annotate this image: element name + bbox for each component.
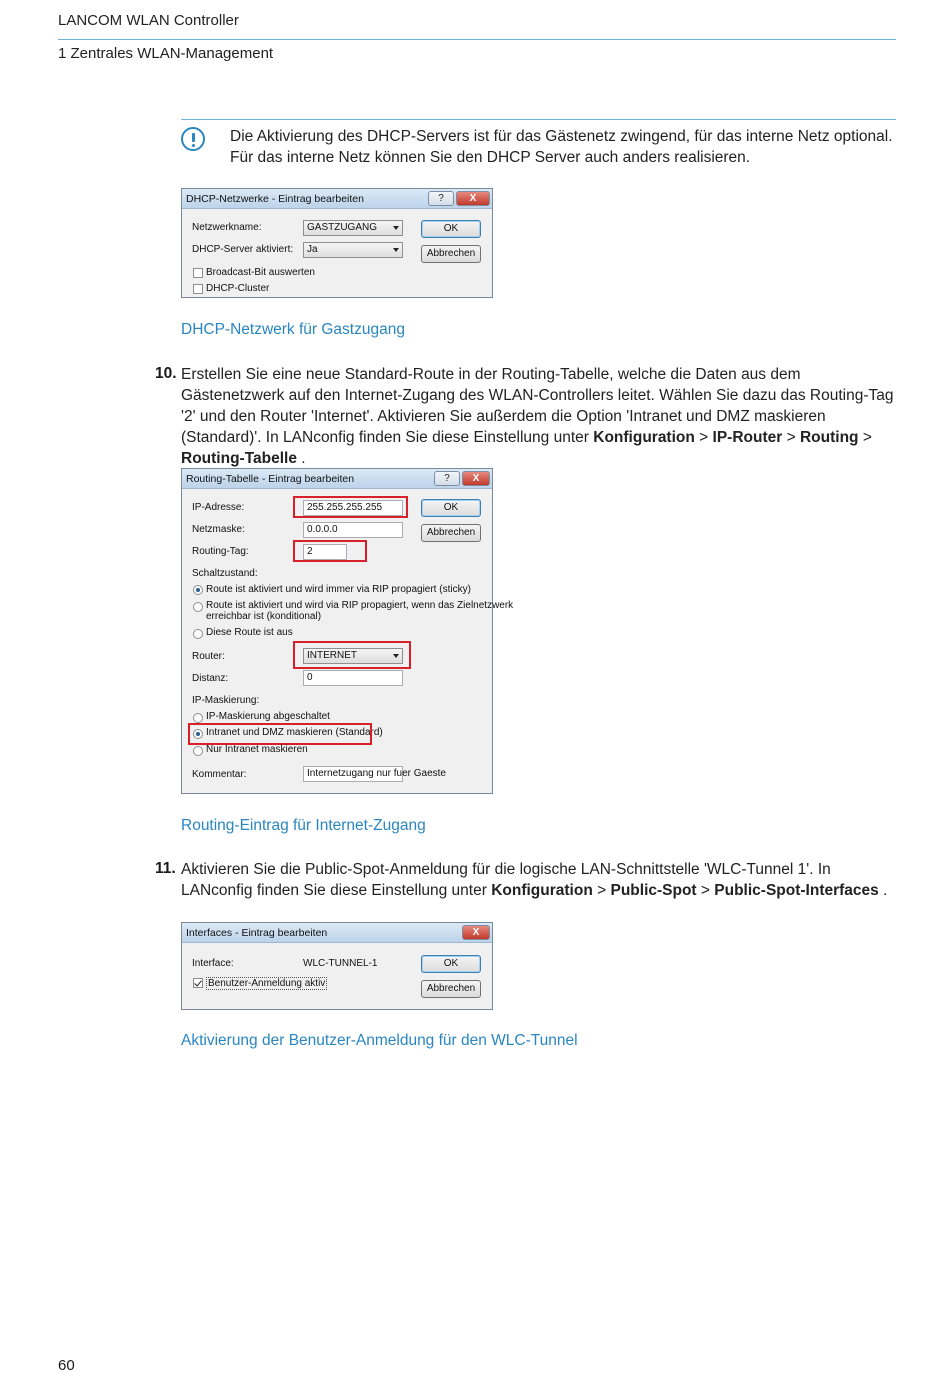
dialog-titlebar: [182, 189, 492, 209]
ok-button[interactable]: OK: [421, 220, 481, 238]
ok-button[interactable]: OK: [421, 955, 481, 973]
header-divider: [58, 39, 896, 40]
state-option-label: Route ist aktiviert und wird via RIP propagiert, wenn das Zielnetzwerk: [206, 600, 514, 611]
dhcp-active-label: DHCP-Server aktiviert:: [192, 244, 294, 255]
step-number: 10.: [155, 365, 177, 382]
dhcp-active-select[interactable]: [303, 242, 403, 258]
figure-caption: DHCP-Netzwerk für Gastzugang: [181, 321, 405, 338]
masq-option-label: IP-Maskierung abgeschaltet: [206, 711, 330, 722]
help-button[interactable]: ?: [434, 471, 460, 486]
state-radio-sticky[interactable]: [193, 585, 203, 595]
cluster-label: DHCP-Cluster: [206, 283, 270, 294]
path-separator: >: [700, 882, 710, 899]
menu-path-item: Konfiguration: [491, 882, 593, 899]
state-option-label: Diese Route ist aus: [206, 627, 293, 638]
cancel-button[interactable]: Abbrechen: [421, 245, 481, 263]
step-text: [181, 859, 899, 901]
network-name-label: Netzwerkname:: [192, 222, 262, 233]
network-name-select[interactable]: [303, 220, 403, 236]
path-separator: >: [862, 429, 872, 446]
path-separator: >: [597, 882, 607, 899]
masq-label: IP-Maskierung:: [192, 695, 260, 706]
masq-radio-intranet[interactable]: [193, 746, 203, 756]
path-separator: >: [786, 429, 796, 446]
comment-label: Kommentar:: [192, 769, 247, 780]
interfaces-dialog: [181, 922, 493, 1010]
dialog-titlebar: [182, 923, 492, 943]
menu-path-item: IP-Router: [712, 429, 783, 446]
state-label: Schaltzustand:: [192, 568, 258, 579]
chevron-down-icon: [393, 248, 399, 252]
document-title: LANCOM WLAN Controller: [58, 12, 239, 29]
cancel-button[interactable]: Abbrechen: [421, 524, 481, 542]
network-name-value: GASTZUGANG: [307, 222, 378, 233]
router-highlight: [293, 641, 411, 669]
cancel-button[interactable]: Abbrechen: [421, 980, 481, 998]
state-option-label: erreichbar ist (konditional): [206, 611, 322, 622]
note-divider: [181, 119, 896, 120]
dialog-title: Routing-Tabelle - Eintrag bearbeiten: [186, 473, 355, 485]
menu-path-item: Public-Spot-Interfaces: [714, 882, 879, 899]
state-radio-conditional[interactable]: [193, 602, 203, 612]
dhcp-dialog: [181, 188, 493, 298]
menu-path-item: Routing: [799, 429, 859, 446]
comment-input[interactable]: Internetzugang nur fuer Gaeste: [303, 766, 403, 782]
distance-input[interactable]: 0: [303, 670, 403, 686]
state-option-label: Route ist aktiviert und wird immer via RIP propagiert (sticky): [206, 584, 471, 595]
close-button[interactable]: X: [462, 925, 490, 940]
close-button[interactable]: X: [456, 191, 490, 206]
user-login-label: Benutzer-Anmeldung aktiv: [208, 978, 326, 989]
tag-label: Routing-Tag:: [192, 546, 249, 557]
ok-button[interactable]: OK: [421, 499, 481, 517]
tag-input[interactable]: 2: [303, 544, 347, 560]
broadcast-checkbox[interactable]: [193, 268, 203, 278]
help-button[interactable]: ?: [428, 191, 454, 206]
page-number: 60: [58, 1357, 75, 1374]
step-number: 11.: [155, 860, 176, 877]
exclamation-icon: [181, 127, 205, 151]
masq-option-label: Intranet und DMZ maskieren (Standard): [206, 727, 383, 738]
masq-highlight: [188, 723, 372, 745]
tag-highlight: [293, 540, 367, 562]
sentence-end: .: [883, 882, 888, 899]
menu-path-item: Konfiguration: [593, 429, 695, 446]
ip-input[interactable]: 255.255.255.255: [303, 500, 403, 516]
mask-input[interactable]: 0.0.0.0: [303, 522, 403, 538]
menu-path-item: Public-Spot: [610, 882, 697, 899]
masq-option-label: Nur Intranet maskieren: [206, 744, 308, 755]
router-value: INTERNET: [307, 650, 357, 661]
cluster-checkbox[interactable]: [193, 284, 203, 294]
user-login-checkbox[interactable]: [193, 978, 203, 988]
note-text: Die Aktivierung des DHCP-Servers ist für das Gästenetz zwingend, für das interne Netz optional. Für das interne Netz können Sie den DHCP Server auch anders realisieren.: [230, 128, 893, 166]
dhcp-active-value: Ja: [307, 244, 318, 255]
step-body: Erstellen Sie eine neue Standard-Route in der Routing-Tabelle, welche die Daten aus dem Gästenetzwerk auf den Internet-Zugang des WLAN-Controllers leitet. Wählen Sie dazu das Routing-Tag '2' und den Router 'Internet'. Aktivieren Sie außerdem die Option 'Intranet und DMZ maskieren (Standard)'. In LANconfig finden Sie diese Einstellung unter: [181, 366, 894, 446]
interface-label: Interface:: [192, 958, 234, 969]
dialog-title: Interfaces - Eintrag bearbeiten: [186, 927, 328, 939]
dialog-title: DHCP-Netzwerke - Eintrag bearbeiten: [186, 193, 364, 205]
chapter-title: 1 Zentrales WLAN-Management: [58, 45, 274, 62]
ip-label: IP-Adresse:: [192, 502, 245, 513]
step-body: Aktivieren Sie die Public-Spot-Anmeldung für die logische LAN-Schnittstelle 'WLC-Tunnel 1'. In LANconfig finden Sie diese Einstellung unter: [181, 861, 831, 899]
interface-value: WLC-TUNNEL-1: [303, 958, 378, 969]
mask-label: Netzmaske:: [192, 524, 245, 535]
close-button[interactable]: X: [462, 471, 490, 486]
state-radio-off[interactable]: [193, 629, 203, 639]
menu-path-item: Routing-Tabelle: [181, 450, 297, 467]
dialog-titlebar: [182, 469, 492, 489]
figure-caption: Routing-Eintrag für Internet-Zugang: [181, 817, 426, 834]
step-text: [181, 364, 899, 469]
ip-highlight: [293, 496, 408, 518]
broadcast-label: Broadcast-Bit auswerten: [206, 267, 315, 278]
masq-radio-off[interactable]: [193, 713, 203, 723]
path-separator: >: [699, 429, 709, 446]
chevron-down-icon: [393, 226, 399, 230]
router-label: Router:: [192, 651, 225, 662]
sentence-end: .: [301, 450, 306, 467]
figure-caption: Aktivierung der Benutzer-Anmeldung für den WLC-Tunnel: [181, 1032, 578, 1049]
routing-dialog: [181, 468, 514, 794]
distance-label: Distanz:: [192, 673, 229, 684]
